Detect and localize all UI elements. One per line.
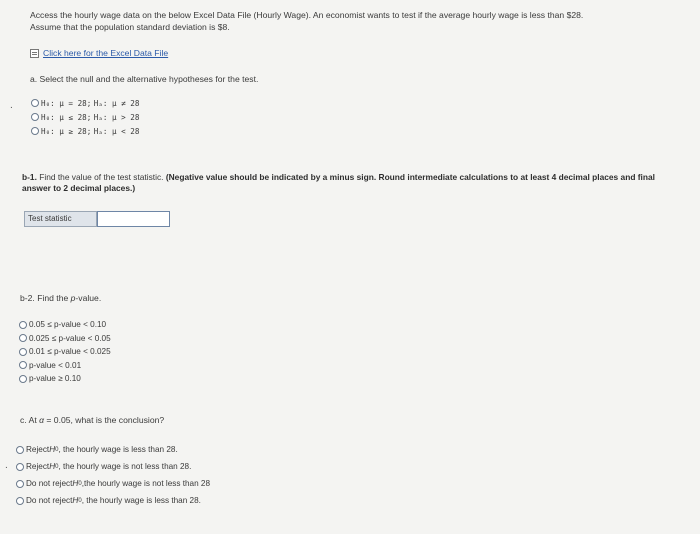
part-b1-question	[22, 172, 682, 194]
part-c-post: = 0.05, what is the conclusion?	[44, 415, 165, 425]
hypothesis-option-1[interactable]	[31, 96, 139, 110]
excel-file-link[interactable]	[30, 48, 168, 58]
conclusion-options	[16, 441, 210, 509]
part-b1-prefix: b-1.	[22, 172, 37, 182]
conclusion-option-1[interactable]	[16, 441, 210, 458]
part-c-question	[20, 415, 164, 425]
conclusion-option-3[interactable]	[16, 475, 210, 492]
hypotheses-options	[31, 96, 139, 138]
h-symbol: H	[49, 445, 56, 454]
conclusion-pre: Reject	[26, 445, 50, 454]
radio-button[interactable]	[16, 463, 24, 471]
radio-button[interactable]	[31, 127, 39, 135]
p-value-option-3[interactable]	[19, 345, 111, 359]
part-b1-text: Find the value of the test statistic.	[36, 172, 166, 182]
h0-text: H₀: μ = 28;	[41, 98, 92, 108]
radio-button[interactable]	[16, 446, 24, 454]
h-symbol: H	[49, 462, 56, 471]
intro-line-1: Access the hourly wage data on the below Excel Data File (Hourly Wage). An economist wants to test if the average hourly wage is less than $28.	[30, 10, 584, 20]
p-value-option-text: 0.05 ≤ p-value < 0.10	[29, 320, 107, 330]
document-icon	[30, 49, 39, 58]
p-value-option-text: p-value ≥ 0.10	[29, 374, 81, 384]
part-b2-post: -value.	[75, 293, 102, 303]
radio-button[interactable]	[19, 361, 27, 369]
p-value-options	[19, 318, 111, 386]
conclusion-post: ,the hourly wage is not less than 28	[81, 479, 211, 488]
part-a-bullet: .	[10, 100, 13, 111]
h0-text: H₀: μ ≥ 28;	[41, 126, 92, 136]
h-subscript: 0	[78, 480, 82, 487]
ha-text: Hₐ: μ ≠ 28	[93, 98, 140, 108]
conclusion-option-2[interactable]	[16, 458, 210, 475]
conclusion-pre: Reject	[26, 462, 50, 471]
radio-button[interactable]	[31, 113, 39, 121]
p-value-option-4[interactable]	[19, 359, 111, 373]
h-symbol: H	[72, 496, 79, 505]
radio-button[interactable]	[19, 348, 27, 356]
h0-text: H₀: μ ≤ 28;	[41, 112, 92, 122]
problem-intro	[30, 9, 690, 33]
conclusion-post: , the hourly wage is less than 28.	[58, 445, 178, 454]
alpha-symbol: α	[39, 415, 45, 425]
p-value-option-5[interactable]	[19, 372, 111, 386]
radio-button[interactable]	[19, 334, 27, 342]
part-c-bullet: .	[5, 460, 8, 471]
radio-button[interactable]	[16, 480, 24, 488]
test-statistic-input[interactable]	[97, 211, 170, 227]
part-b1-instruction: (Negative value should be indicated by a minus sign. Round intermediate calculations to at least 4 decimal places and final answer to 2 decimal places.)	[22, 172, 655, 193]
p-value-option-text: 0.025 ≤ p-value < 0.05	[29, 333, 111, 343]
intro-line-2: Assume that the population standard deviation is $8.	[30, 22, 230, 32]
h-subscript: 0	[78, 497, 82, 504]
h-subscript: 0	[55, 463, 59, 470]
p-value-option-1[interactable]	[19, 318, 111, 332]
part-a-question: a. Select the null and the alternative hypotheses for the test.	[30, 74, 259, 84]
p-value-option-text: p-value < 0.01	[29, 360, 82, 370]
p-value-option-2[interactable]	[19, 332, 111, 346]
part-b2-var: p	[70, 293, 76, 303]
part-b2-pre: b-2. Find the	[20, 293, 71, 303]
conclusion-pre: Do not reject	[26, 496, 73, 505]
conclusion-option-4[interactable]	[16, 492, 210, 509]
h-subscript: 0	[55, 446, 59, 453]
test-statistic-label: Test statistic	[24, 211, 97, 227]
hypothesis-option-2[interactable]	[31, 110, 139, 124]
part-c-pre: c. At	[20, 415, 40, 425]
conclusion-post: , the hourly wage is not less than 28.	[58, 462, 192, 471]
h-symbol: H	[72, 479, 79, 488]
p-value-option-text: 0.01 ≤ p-value < 0.025	[29, 347, 111, 357]
conclusion-post: , the hourly wage is less than 28.	[81, 496, 201, 505]
radio-button[interactable]	[19, 375, 27, 383]
excel-file-link-text[interactable]: Click here for the Excel Data File	[43, 48, 169, 58]
ha-text: Hₐ: μ < 28	[93, 126, 140, 136]
hypothesis-option-3[interactable]	[31, 124, 139, 138]
part-b2-question	[20, 293, 101, 303]
radio-button[interactable]	[16, 497, 24, 505]
radio-button[interactable]	[31, 99, 39, 107]
radio-button[interactable]	[19, 321, 27, 329]
conclusion-pre: Do not reject	[26, 479, 73, 488]
ha-text: Hₐ: μ > 28	[93, 112, 140, 122]
